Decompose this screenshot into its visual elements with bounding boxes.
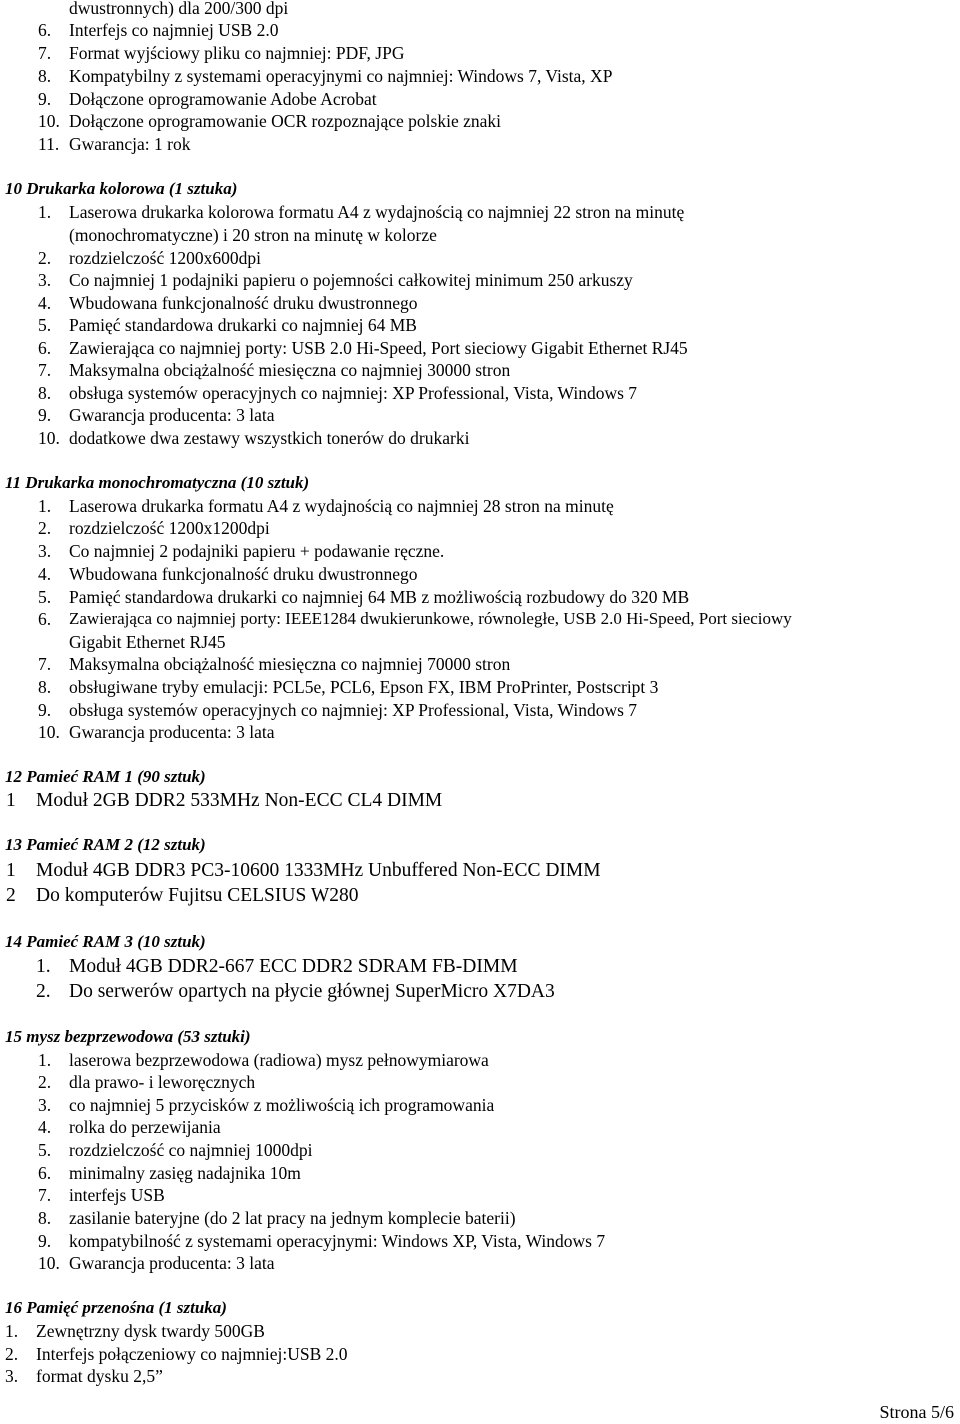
list-item-number: 5.	[38, 315, 52, 335]
list-item-text: rolka do perzewijania	[69, 1117, 221, 1137]
list-item-text: Co najmniej 1 podajniki papieru o pojemności całkowitej minimum 250 arkuszy	[69, 270, 633, 290]
list-item-text: minimalny zasięg nadajnika 10m	[69, 1163, 301, 1183]
section-heading: 13 Pamieć RAM 2 (12 sztuk)	[5, 835, 206, 854]
list-item-text: Laserowa drukarka formatu A4 z wydajnością co najmniej 28 stron na minutę	[69, 496, 614, 516]
list-item-text: Format wyjściowy pliku co najmniej: PDF, JPG	[69, 43, 405, 63]
list-item-text: (monochromatyczne) i 20 stron na minutę w kolorze	[69, 225, 437, 245]
list-item-number: 1.	[38, 496, 52, 516]
list-item-number: 1.	[36, 956, 51, 977]
list-item-number: 8.	[38, 383, 52, 403]
list-item-text: Moduł 2GB DDR2 533MHz Non-ECC CL4 DIMM	[36, 790, 443, 811]
list-item-number: 8.	[38, 677, 52, 697]
list-item-number: 7.	[38, 1185, 52, 1205]
list-item-number: 10.	[38, 428, 60, 448]
list-item-number: 9.	[38, 1231, 52, 1251]
list-item-number: 9.	[38, 700, 52, 720]
section-heading: 11 Drukarka monochromatyczna (10 sztuk)	[5, 473, 310, 492]
list-item-number: 1.	[38, 202, 52, 222]
list-item-text: Zawierająca co najmniej porty: USB 2.0 Hi-Speed, Port sieciowy Gigabit Ethernet RJ45	[69, 338, 688, 358]
list-item-text: rozdzielczość co najmniej 1000dpi	[69, 1140, 313, 1160]
list-item-number: 8.	[38, 1208, 52, 1228]
list-item-number: 2.	[38, 518, 52, 538]
list-item-number: 3.	[38, 1095, 52, 1115]
list-item-text: dla prawo- i leworęcznych	[69, 1072, 256, 1092]
section-heading: 16 Pamięć przenośna (1 sztuka)	[5, 1298, 227, 1317]
list-item-text: Do komputerów Fujitsu CELSIUS W280	[36, 885, 359, 906]
list-item-text: Pamięć standardowa drukarki co najmniej 64 MB z możliwością rozbudowy do 320 MB	[69, 587, 690, 607]
section-heading: 12 Pamieć RAM 1 (90 sztuk)	[5, 767, 206, 786]
list-item-number: 6.	[38, 609, 52, 629]
list-item-number: 1	[6, 790, 16, 811]
list-item-text: Zawierająca co najmniej porty: IEEE1284 dwukierunkowe, równoległe, USB 2.0 Hi-Speed, Port sieciowy	[69, 609, 792, 628]
list-item-number: 5.	[38, 587, 52, 607]
list-item-number: 4.	[38, 293, 52, 313]
list-item-number: 9.	[38, 405, 52, 425]
list-item-number: 3.	[5, 1366, 19, 1386]
list-item-number: 4.	[38, 564, 52, 584]
list-item-number: 6.	[38, 338, 52, 358]
list-item-text: Maksymalna obciążalność miesięczna co najmniej 30000 stron	[69, 360, 511, 380]
list-item-text: Dołączone oprogramowanie Adobe Acrobat	[69, 89, 377, 109]
list-item-number: 2	[6, 885, 16, 906]
list-item-text: Co najmniej 2 podajniki papieru + podawanie ręczne.	[69, 541, 445, 561]
list-item-number: 10.	[38, 1253, 60, 1273]
list-item-text: Wbudowana funkcjonalność druku dwustronnego	[69, 293, 418, 313]
list-item-text: Gwarancja producenta: 3 lata	[69, 722, 275, 742]
page-number: Strona 5/6	[879, 1402, 954, 1422]
list-item-number: 6.	[38, 1163, 52, 1183]
list-item-text: Laserowa drukarka kolorowa formatu A4 z wydajnością co najmniej 22 stron na minutę	[69, 202, 685, 222]
list-item-text: Dołączone oprogramowanie OCR rozpoznające polskie znaki	[69, 111, 501, 131]
list-item-text: co najmniej 5 przycisków z możliwością ich programowania	[69, 1095, 495, 1115]
list-item-number: 3.	[38, 270, 52, 290]
list-item-text: kompatybilność z systemami operacyjnymi: Windows XP, Vista, Windows 7	[69, 1231, 606, 1251]
list-item-number: 5.	[38, 1140, 52, 1160]
section-heading: 15 mysz bezprzewodowa (53 sztuki)	[5, 1027, 251, 1046]
list-item-number: 3.	[38, 541, 52, 561]
list-item-text: Zewnętrzny dysk twardy 500GB	[36, 1321, 265, 1341]
list-item-number: 2.	[5, 1344, 19, 1364]
list-item-number: 6.	[38, 20, 52, 40]
list-item-text: obsługa systemów operacyjnych co najmniej: XP Professional, Vista, Windows 7	[69, 383, 638, 403]
section-heading: 10 Drukarka kolorowa (1 sztuka)	[5, 179, 238, 198]
list-item-text: rozdzielczość 1200x600dpi	[69, 248, 261, 268]
list-item-number: 1	[6, 860, 16, 881]
list-item-number: 2.	[38, 248, 52, 268]
list-item-text: Interfejs połączeniowy co najmniej:USB 2.0	[36, 1344, 348, 1364]
list-item-text: format dysku 2,5”	[36, 1366, 163, 1386]
list-item-text: obsługa systemów operacyjnych co najmniej: XP Professional, Vista, Windows 7	[69, 700, 638, 720]
list-item-text: Do serwerów opartych na płycie głównej SuperMicro X7DA3	[69, 981, 555, 1002]
list-item-number: 1.	[38, 1050, 52, 1070]
list-item-number: 4.	[38, 1117, 52, 1137]
list-item-text: Gwarancja: 1 rok	[69, 134, 191, 154]
list-item-text: Interfejs co najmniej USB 2.0	[69, 20, 279, 40]
list-item-number: 7.	[38, 654, 52, 674]
list-item-text: Gigabit Ethernet RJ45	[69, 632, 226, 652]
list-item-text: rozdzielczość 1200x1200dpi	[69, 518, 270, 538]
list-item-text: dodatkowe dwa zestawy wszystkich tonerów do drukarki	[69, 428, 470, 448]
list-item-text: Kompatybilny z systemami operacyjnymi co najmniej: Windows 7, Vista, XP	[69, 66, 613, 86]
list-item-number: 7.	[38, 43, 52, 63]
list-item-number: 7.	[38, 360, 52, 380]
list-item-text: Wbudowana funkcjonalność druku dwustronnego	[69, 564, 418, 584]
list-item-text: Maksymalna obciążalność miesięczna co najmniej 70000 stron	[69, 654, 511, 674]
list-item-number: 2.	[36, 981, 51, 1002]
list-item-text: Pamięć standardowa drukarki co najmniej 64 MB	[69, 315, 417, 335]
list-item-number: 2.	[38, 1072, 52, 1092]
list-item-text: interfejs USB	[69, 1185, 165, 1205]
list-item-number: 10.	[38, 722, 60, 742]
list-item-text: Gwarancja producenta: 3 lata	[69, 405, 275, 425]
list-item-number: 8.	[38, 66, 52, 86]
list-item-text: Moduł 4GB DDR3 PC3-10600 1333MHz Unbuffered Non-ECC DIMM	[36, 860, 601, 881]
list-item-text: Gwarancja producenta: 3 lata	[69, 1253, 275, 1273]
section-heading: 14 Pamieć RAM 3 (10 sztuk)	[5, 932, 206, 951]
list-item-text: zasilanie bateryjne (do 2 lat pracy na jednym komplecie baterii)	[69, 1208, 516, 1228]
list-item-text: Moduł 4GB DDR2-667 ECC DDR2 SDRAM FB-DIMM	[69, 956, 518, 977]
list-item-text: dwustronnych) dla 200/300 dpi	[69, 0, 289, 18]
list-item-number: 11.	[38, 134, 60, 154]
list-item-number: 9.	[38, 89, 52, 109]
list-item-number: 10.	[38, 111, 60, 131]
list-item-text: obsługiwane tryby emulacji: PCL5e, PCL6, Epson FX, IBM ProPrinter, Postscript 3	[69, 677, 659, 697]
list-item-text: laserowa bezprzewodowa (radiowa) mysz pełnowymiarowa	[69, 1050, 489, 1070]
list-item-number: 1.	[5, 1321, 19, 1341]
